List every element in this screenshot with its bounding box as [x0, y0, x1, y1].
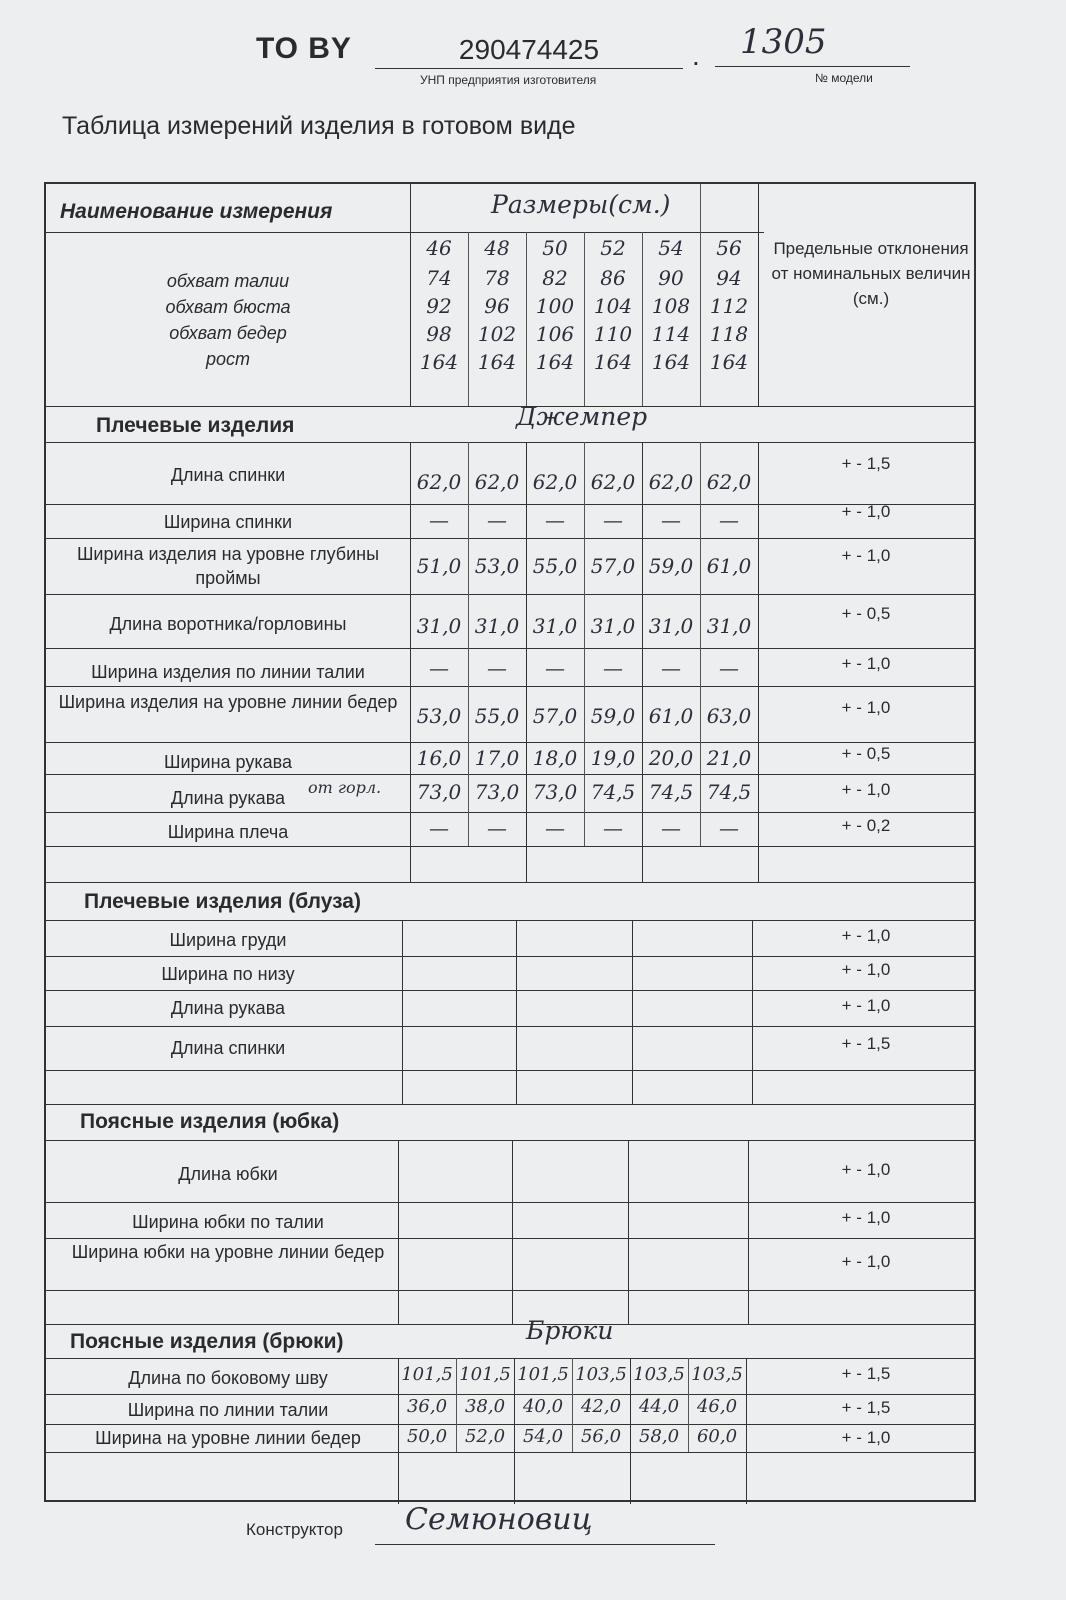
waist-48: 78	[484, 266, 510, 290]
row-tolerance: + - 1,0	[841, 996, 891, 1015]
col-divider	[688, 1358, 689, 1452]
col-divider	[632, 920, 633, 1104]
value-cell: 62,0	[648, 470, 694, 494]
value-cell: 62,0	[590, 470, 636, 494]
row-divider	[46, 1394, 974, 1395]
row-label: Ширина по линии талии	[127, 1400, 329, 1420]
value-cell: 74,5	[706, 780, 752, 804]
value-cell: 61,0	[648, 704, 694, 728]
col-divider	[572, 1358, 573, 1452]
height-56: 164	[709, 350, 749, 374]
value-cell: —	[719, 816, 739, 840]
col-divider	[410, 184, 411, 406]
unp-caption: УНП предприятия изготовителя	[420, 73, 597, 87]
row-label: Ширина юбки по талии	[132, 1212, 324, 1232]
size-56: 56	[716, 236, 742, 260]
row-divider	[46, 594, 974, 595]
value-cell: —	[603, 816, 623, 840]
col-divider	[526, 232, 527, 406]
row-label: Длина спинки	[170, 1038, 286, 1058]
col-divider	[748, 1140, 749, 1324]
col-divider	[468, 442, 469, 846]
value-cell: —	[661, 816, 681, 840]
value-cell: 53,0	[474, 554, 520, 578]
hips-56: 118	[709, 322, 749, 346]
section-note: Джемпер	[516, 402, 648, 431]
row-divider	[46, 1202, 974, 1203]
row-label: Ширина изделия по линии талии	[91, 662, 365, 682]
col-divider	[468, 232, 469, 406]
row-divider	[46, 846, 974, 847]
hips-54: 114	[651, 322, 691, 346]
bust-52: 104	[593, 294, 633, 318]
value-cell: 57,0	[590, 554, 636, 578]
value-cell: —	[429, 656, 449, 680]
unp-number: 290474425	[458, 34, 600, 65]
value-cell: 73,0	[532, 780, 578, 804]
hips-48: 102	[477, 322, 517, 346]
hips-46: 98	[426, 322, 452, 346]
hips-50: 106	[535, 322, 575, 346]
col-divider	[410, 442, 411, 882]
row-label: Ширина по низу	[161, 964, 295, 984]
value-cell: —	[719, 508, 739, 532]
value-cell: 40,0	[522, 1396, 564, 1417]
row-divider	[46, 1452, 974, 1453]
size-46: 46	[426, 236, 452, 260]
col-divider	[752, 920, 753, 1104]
value-cell: —	[487, 816, 507, 840]
value-cell: —	[487, 656, 507, 680]
row-tolerance: + - 1,0	[841, 698, 891, 717]
value-cell: 18,0	[532, 746, 578, 770]
row-divider	[46, 990, 974, 991]
waist-54: 90	[658, 266, 684, 290]
row-label: Ширина груди	[169, 930, 287, 950]
row-divider	[46, 1026, 974, 1027]
value-cell: 31,0	[706, 614, 752, 638]
value-cell: 74,5	[648, 780, 694, 804]
col-divider	[456, 1358, 457, 1452]
value-cell: 19,0	[590, 746, 636, 770]
waist-50: 82	[542, 266, 568, 290]
bust-56: 112	[709, 294, 749, 318]
value-cell: 103,5	[633, 1364, 685, 1385]
col-divider	[700, 184, 701, 406]
value-cell: —	[429, 508, 449, 532]
value-cell: 59,0	[590, 704, 636, 728]
col-divider	[516, 920, 517, 1104]
height-50: 164	[535, 350, 575, 374]
row-label: Ширина спинки	[163, 512, 293, 532]
row-tolerance: + - 1,0	[841, 1160, 891, 1179]
value-cell: —	[487, 508, 507, 532]
row-note: от горл.	[308, 778, 382, 797]
value-cell: 62,0	[532, 470, 578, 494]
signature-line	[375, 1544, 715, 1545]
row-label: Ширина изделия на уровне глубины проймы	[76, 544, 380, 588]
row-tolerance: + - 1,0	[841, 780, 891, 799]
value-cell: 16,0	[416, 746, 462, 770]
value-cell: 54,0	[522, 1426, 564, 1447]
section-title: Поясные изделия (брюки)	[70, 1330, 344, 1353]
height-52: 164	[593, 350, 633, 374]
value-cell: —	[661, 656, 681, 680]
value-cell: 74,5	[590, 780, 636, 804]
signature-name: Семюновиц	[405, 1502, 593, 1537]
waist-46: 74	[426, 266, 452, 290]
col-divider	[700, 442, 701, 846]
height-46: 164	[419, 350, 459, 374]
unp-underline	[375, 68, 683, 69]
row-tolerance: + - 0,5	[841, 604, 891, 623]
value-cell: 55,0	[532, 554, 578, 578]
model-number: 1305	[740, 22, 827, 62]
row-divider	[46, 742, 974, 743]
value-cell: 62,0	[474, 470, 520, 494]
row-divider	[46, 686, 974, 687]
col-divider	[758, 184, 759, 406]
section-title: Поясные изделия (юбка)	[80, 1110, 340, 1133]
row-tolerance: + - 0,2	[841, 816, 891, 835]
value-cell: —	[545, 508, 565, 532]
bust-48: 96	[484, 294, 510, 318]
value-cell: 44,0	[638, 1396, 680, 1417]
row-tolerance: + - 1,5	[841, 1364, 891, 1383]
row-tolerance: + - 1,0	[841, 502, 891, 521]
row-divider	[46, 1140, 974, 1141]
row-divider	[46, 442, 974, 443]
row-label: Длина юбки	[178, 1164, 278, 1184]
row-divider	[46, 1070, 974, 1071]
name-column-header: Наименование измерения	[60, 200, 333, 223]
col-divider	[642, 442, 643, 882]
row-divider	[46, 956, 974, 957]
value-cell: 31,0	[648, 614, 694, 638]
row-label: Ширина на уровне линии бедер	[95, 1428, 361, 1448]
hips-52: 110	[593, 322, 633, 346]
row-tolerance: + - 1,5	[841, 454, 891, 473]
section-title: Плечевые изделия	[96, 414, 295, 437]
document-code-prefix: ТО BY	[256, 32, 352, 65]
value-cell: —	[429, 816, 449, 840]
row-divider	[46, 1104, 974, 1105]
row-label: Длина рукава	[170, 998, 286, 1018]
size-54: 54	[658, 236, 684, 260]
value-cell: 46,0	[696, 1396, 738, 1417]
tolerance-column-header: Предельные отклонения от номинальных величин (см.)	[771, 239, 971, 308]
row-tolerance: + - 1,0	[841, 960, 891, 979]
value-cell: 21,0	[706, 746, 752, 770]
value-cell: 103,5	[575, 1364, 627, 1385]
value-cell: 61,0	[706, 554, 752, 578]
waist-52: 86	[600, 266, 626, 290]
col-divider	[398, 1140, 399, 1324]
value-cell: 73,0	[416, 780, 462, 804]
value-cell: 52,0	[464, 1426, 506, 1447]
col-divider	[584, 442, 585, 846]
row-divider	[46, 1324, 974, 1325]
col-divider	[758, 442, 759, 882]
height-48: 164	[477, 350, 517, 374]
col-divider	[514, 1358, 515, 1504]
col-divider	[398, 1358, 399, 1504]
section-note: Брюки	[526, 1316, 614, 1345]
value-cell: —	[545, 816, 565, 840]
row-divider	[46, 406, 974, 407]
header-divider	[46, 232, 764, 233]
bust-46: 92	[426, 294, 452, 318]
value-cell: 101,5	[517, 1364, 569, 1385]
col-divider	[746, 1358, 747, 1504]
row-divider	[46, 812, 974, 813]
row-tolerance: + - 1,0	[841, 1208, 891, 1227]
waist-56: 94	[716, 266, 742, 290]
value-cell: 17,0	[474, 746, 520, 770]
value-cell: 62,0	[416, 470, 462, 494]
row-label: Ширина юбки на уровне линии бедер	[71, 1242, 385, 1262]
col-divider	[628, 1140, 629, 1324]
value-cell: 58,0	[638, 1426, 680, 1447]
row-label: Ширина рукава	[163, 752, 293, 772]
col-divider	[642, 232, 643, 406]
col-divider	[402, 920, 403, 1104]
col-divider	[584, 232, 585, 406]
bust-50: 100	[535, 294, 575, 318]
row-divider	[46, 1238, 974, 1239]
sizes-column-header: Размеры(см.)	[491, 190, 671, 219]
value-cell: 101,5	[401, 1364, 453, 1385]
value-cell: 31,0	[474, 614, 520, 638]
height-54: 164	[651, 350, 691, 374]
value-cell: 53,0	[416, 704, 462, 728]
value-cell: 62,0	[706, 470, 752, 494]
value-cell: —	[603, 508, 623, 532]
row-label: Длина по боковому шву	[128, 1368, 328, 1388]
model-underline	[715, 66, 910, 67]
signature-label: Конструктор	[246, 1520, 343, 1539]
row-divider	[46, 774, 974, 775]
size-52: 52	[600, 236, 626, 260]
size-48: 48	[484, 236, 510, 260]
value-cell: 36,0	[406, 1396, 448, 1417]
row-divider	[46, 538, 974, 539]
value-cell: 38,0	[464, 1396, 506, 1417]
value-cell: —	[545, 656, 565, 680]
value-cell: 31,0	[590, 614, 636, 638]
value-cell: 59,0	[648, 554, 694, 578]
row-label: Длина воротника/горловины	[109, 614, 347, 634]
value-cell: 50,0	[406, 1426, 448, 1447]
model-caption: № модели	[815, 71, 873, 85]
value-cell: 73,0	[474, 780, 520, 804]
row-label: Ширина плеча	[167, 822, 289, 842]
row-divider	[46, 1358, 974, 1359]
value-cell: 51,0	[416, 554, 462, 578]
param-hips: обхват бедер	[169, 323, 287, 343]
col-divider	[512, 1140, 513, 1324]
row-divider	[46, 648, 974, 649]
row-tolerance: + - 1,0	[841, 1428, 891, 1447]
value-cell: 31,0	[532, 614, 578, 638]
row-tolerance: + - 0,5	[841, 744, 891, 763]
value-cell: 56,0	[580, 1426, 622, 1447]
row-tolerance: + - 1,5	[841, 1398, 891, 1417]
param-bust: обхват бюста	[165, 297, 291, 317]
row-divider	[46, 1290, 974, 1291]
value-cell: 60,0	[696, 1426, 738, 1447]
value-cell: —	[719, 656, 739, 680]
header-separator: .	[692, 40, 700, 71]
param-height: рост	[205, 349, 250, 369]
row-tolerance: + - 1,0	[841, 546, 891, 565]
row-divider	[46, 882, 974, 883]
col-divider	[630, 1358, 631, 1504]
bust-54: 108	[651, 294, 691, 318]
param-waist: обхват талии	[166, 271, 290, 291]
value-cell: 55,0	[474, 704, 520, 728]
value-cell: —	[661, 508, 681, 532]
value-cell: 63,0	[706, 704, 752, 728]
col-divider	[526, 442, 527, 882]
row-label: Ширина изделия на уровне линии бедер	[58, 692, 398, 712]
section-title: Плечевые изделия (блуза)	[84, 890, 361, 913]
measurements-table	[44, 182, 976, 1502]
value-cell: 42,0	[580, 1396, 622, 1417]
row-label: Длина рукава	[170, 788, 286, 808]
value-cell: 103,5	[691, 1364, 743, 1385]
value-cell: —	[603, 656, 623, 680]
row-divider	[46, 1424, 974, 1425]
row-tolerance: + - 1,0	[841, 926, 891, 945]
value-cell: 101,5	[459, 1364, 511, 1385]
value-cell: 20,0	[648, 746, 694, 770]
size-50: 50	[542, 236, 568, 260]
value-cell: 31,0	[416, 614, 462, 638]
row-divider	[46, 920, 974, 921]
row-label: Длина спинки	[170, 465, 286, 485]
value-cell: 57,0	[532, 704, 578, 728]
row-tolerance: + - 1,0	[841, 654, 891, 673]
row-tolerance: + - 1,0	[841, 1252, 891, 1271]
row-tolerance: + - 1,5	[841, 1034, 891, 1053]
document-title: Таблица измерений изделия в готовом виде	[62, 112, 576, 140]
